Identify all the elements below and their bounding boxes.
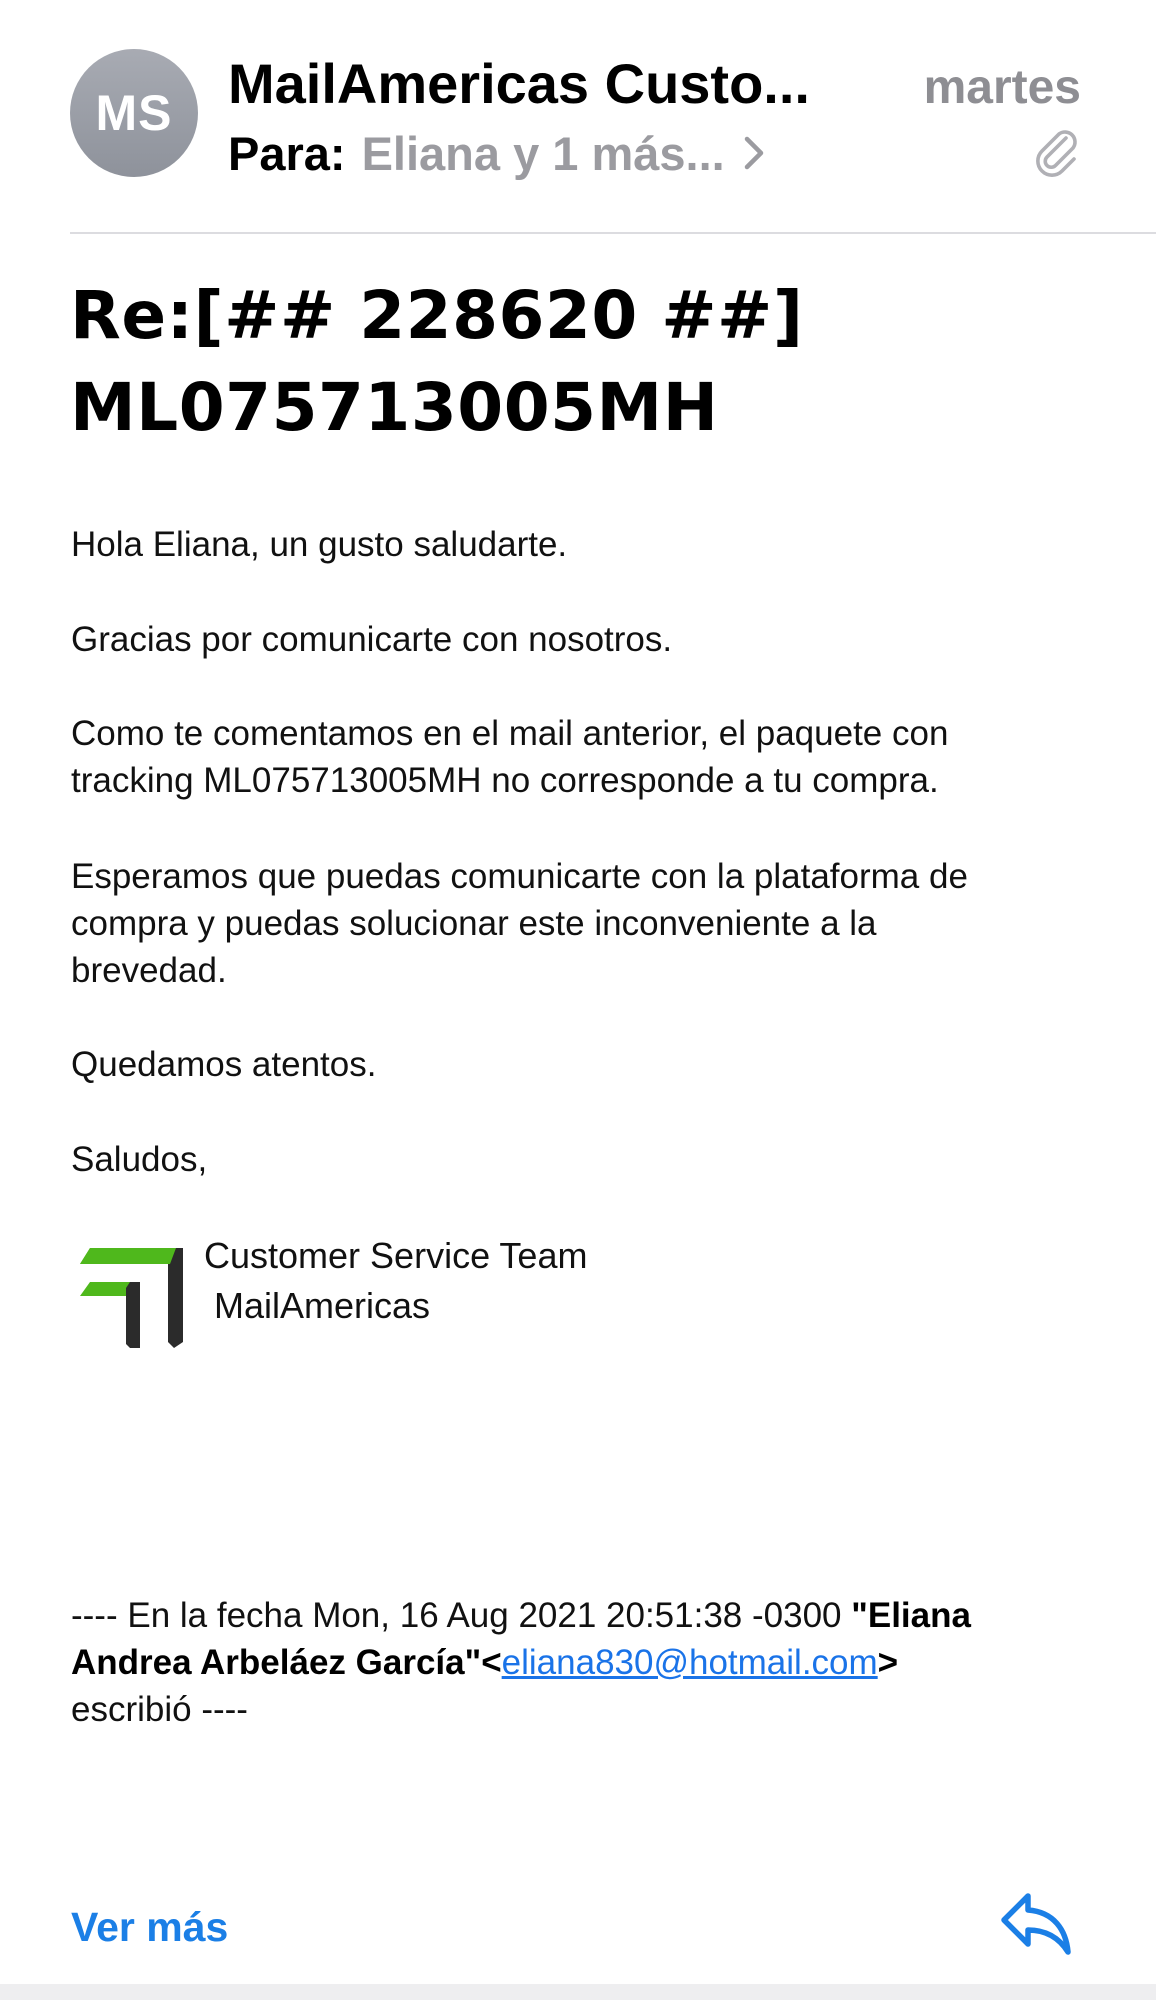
bottom-edge (0, 1984, 1156, 2000)
email-bracket-close: > (877, 1643, 899, 1682)
to-label: Para: (228, 126, 346, 180)
signature-company: MailAmericas (214, 1285, 431, 1326)
quoted-line-3 (71, 1686, 1091, 1733)
quoted-line-1 (71, 1592, 1091, 1639)
quoted-header (71, 1592, 1091, 1733)
body-paragraph-tracking (71, 710, 1091, 804)
chevron-right-icon (743, 135, 765, 171)
quoted-suffix: escribió ---- (71, 1690, 248, 1729)
paragraph-line: Esperamos que puedas comunicarte con la plataforma de (71, 857, 968, 896)
regards-text: Saludos, (71, 1140, 208, 1179)
paragraph-line: tracking ML075713005MH no corresponde a tu compra. (71, 761, 939, 800)
paragraph-line: compra y puedas solucionar este inconveniente a la (71, 904, 877, 943)
see-more-button[interactable]: Ver más (71, 1904, 229, 1950)
body-regards (71, 1136, 1091, 1183)
body-closing (71, 1041, 1091, 1088)
thanks-text: Gracias por comunicarte con nosotros. (71, 620, 673, 659)
greeting-text: Hola Eliana, un gusto saludarte. (71, 525, 568, 564)
sender-name[interactable]: MailAmericas Custo... (228, 52, 810, 115)
email-subject (70, 270, 1080, 454)
quoted-author: Andrea Arbeláez García" (71, 1643, 482, 1682)
subject-line-2: ML075713005MH (70, 369, 719, 446)
recipients-list[interactable]: Eliana y 1 más... (361, 126, 725, 180)
mailamericas-logo (80, 1244, 186, 1350)
body-thanks (71, 616, 1091, 663)
signature-team: Customer Service Team (204, 1235, 588, 1276)
avatar-initials: MS (95, 85, 173, 141)
body-paragraph-request (71, 853, 1091, 994)
email-date: martes (923, 61, 1081, 114)
closing-text: Quedamos atentos. (71, 1045, 377, 1084)
body-greeting (71, 521, 1091, 568)
quoted-prefix: ---- En la fecha Mon, 16 Aug 2021 20:51:38 -0300 (71, 1596, 852, 1635)
paperclip-icon (1033, 126, 1081, 178)
quoted-author: "Eliana (851, 1596, 971, 1635)
reply-icon[interactable] (998, 1888, 1074, 1960)
email-bracket-open: < (481, 1643, 502, 1682)
quoted-email-link[interactable]: eliana830@hotmail.com (501, 1643, 878, 1682)
paragraph-line: Como te comentamos en el mail anterior, el paquete con (71, 714, 949, 753)
sender-avatar[interactable] (70, 49, 198, 177)
subject-line-1: Re:[## 228620 ##] (70, 277, 804, 354)
quoted-line-2 (71, 1639, 1091, 1686)
recipients-row[interactable] (228, 121, 765, 185)
paragraph-line: brevedad. (71, 951, 227, 990)
header-divider (70, 232, 1156, 234)
